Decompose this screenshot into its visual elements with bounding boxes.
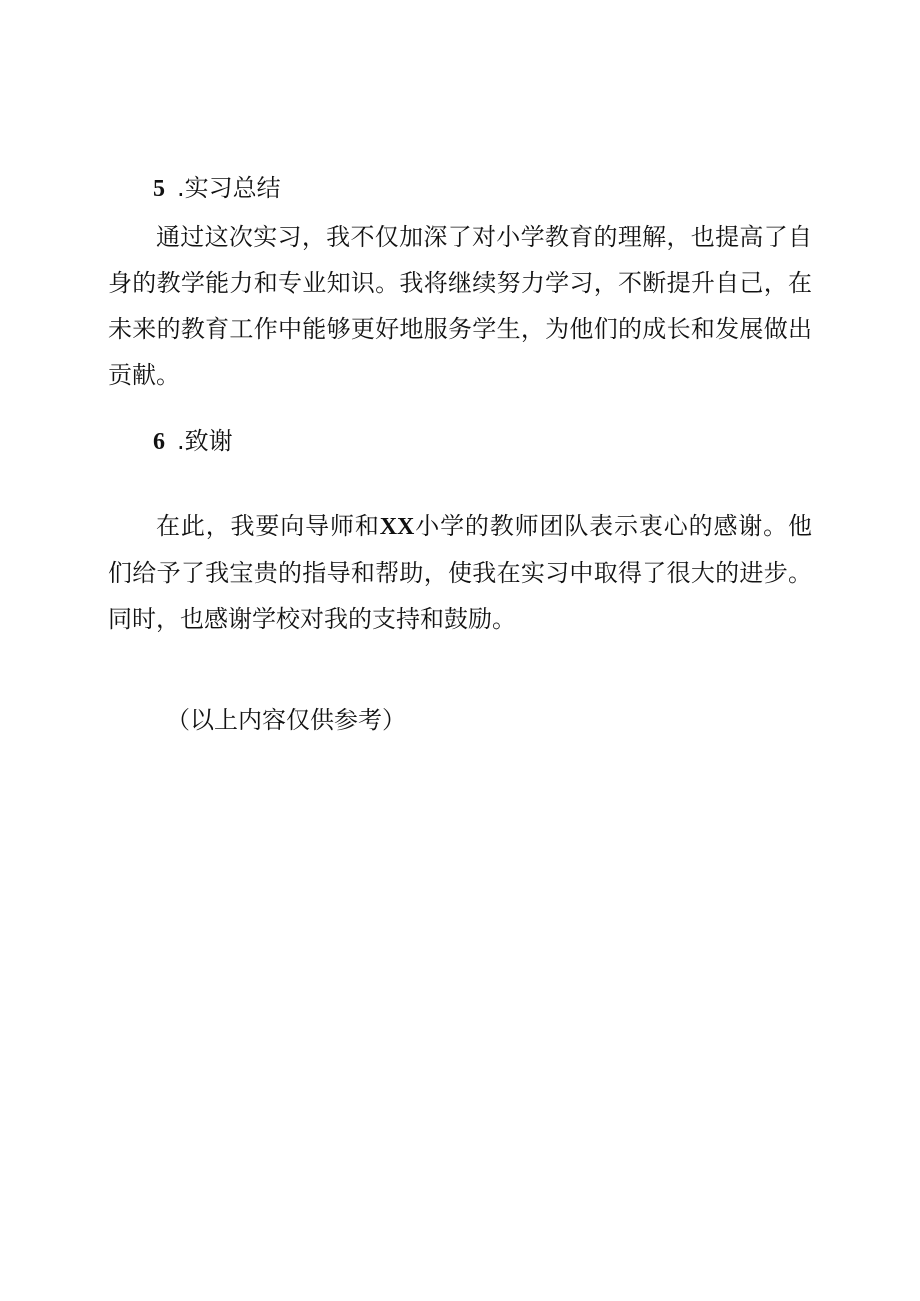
thanks-text-before: 在此，我要向导师和 bbox=[156, 512, 380, 540]
section-number: 6 bbox=[153, 429, 165, 455]
thanks-paragraph bbox=[108, 503, 812, 642]
section-title: .实习总结 bbox=[177, 174, 281, 202]
school-name-placeholder: XX bbox=[379, 514, 415, 540]
thanks-text-after: 小学的教师团队表示衷心的感谢。他们给予了我宝贵的指导和帮助，使我在实习中取得了很大的进步。同时，也感谢学校对我的支持和鼓励。 bbox=[108, 512, 813, 633]
section-heading-thanks bbox=[153, 426, 233, 457]
reference-note: （以上内容仅供参考） bbox=[166, 706, 406, 734]
section-number: 5 bbox=[153, 176, 165, 202]
summary-paragraph: 通过这次实习，我不仅加深了对小学教育的理解，也提高了自身的教学能力和专业知识。我将继续努力学习，不断提升自己，在未来的教育工作中能够更好地服务学生，为他们的成长和发展做出贡献。 bbox=[108, 223, 812, 389]
section-title: .致谢 bbox=[177, 427, 233, 455]
section-heading-summary bbox=[153, 173, 281, 204]
